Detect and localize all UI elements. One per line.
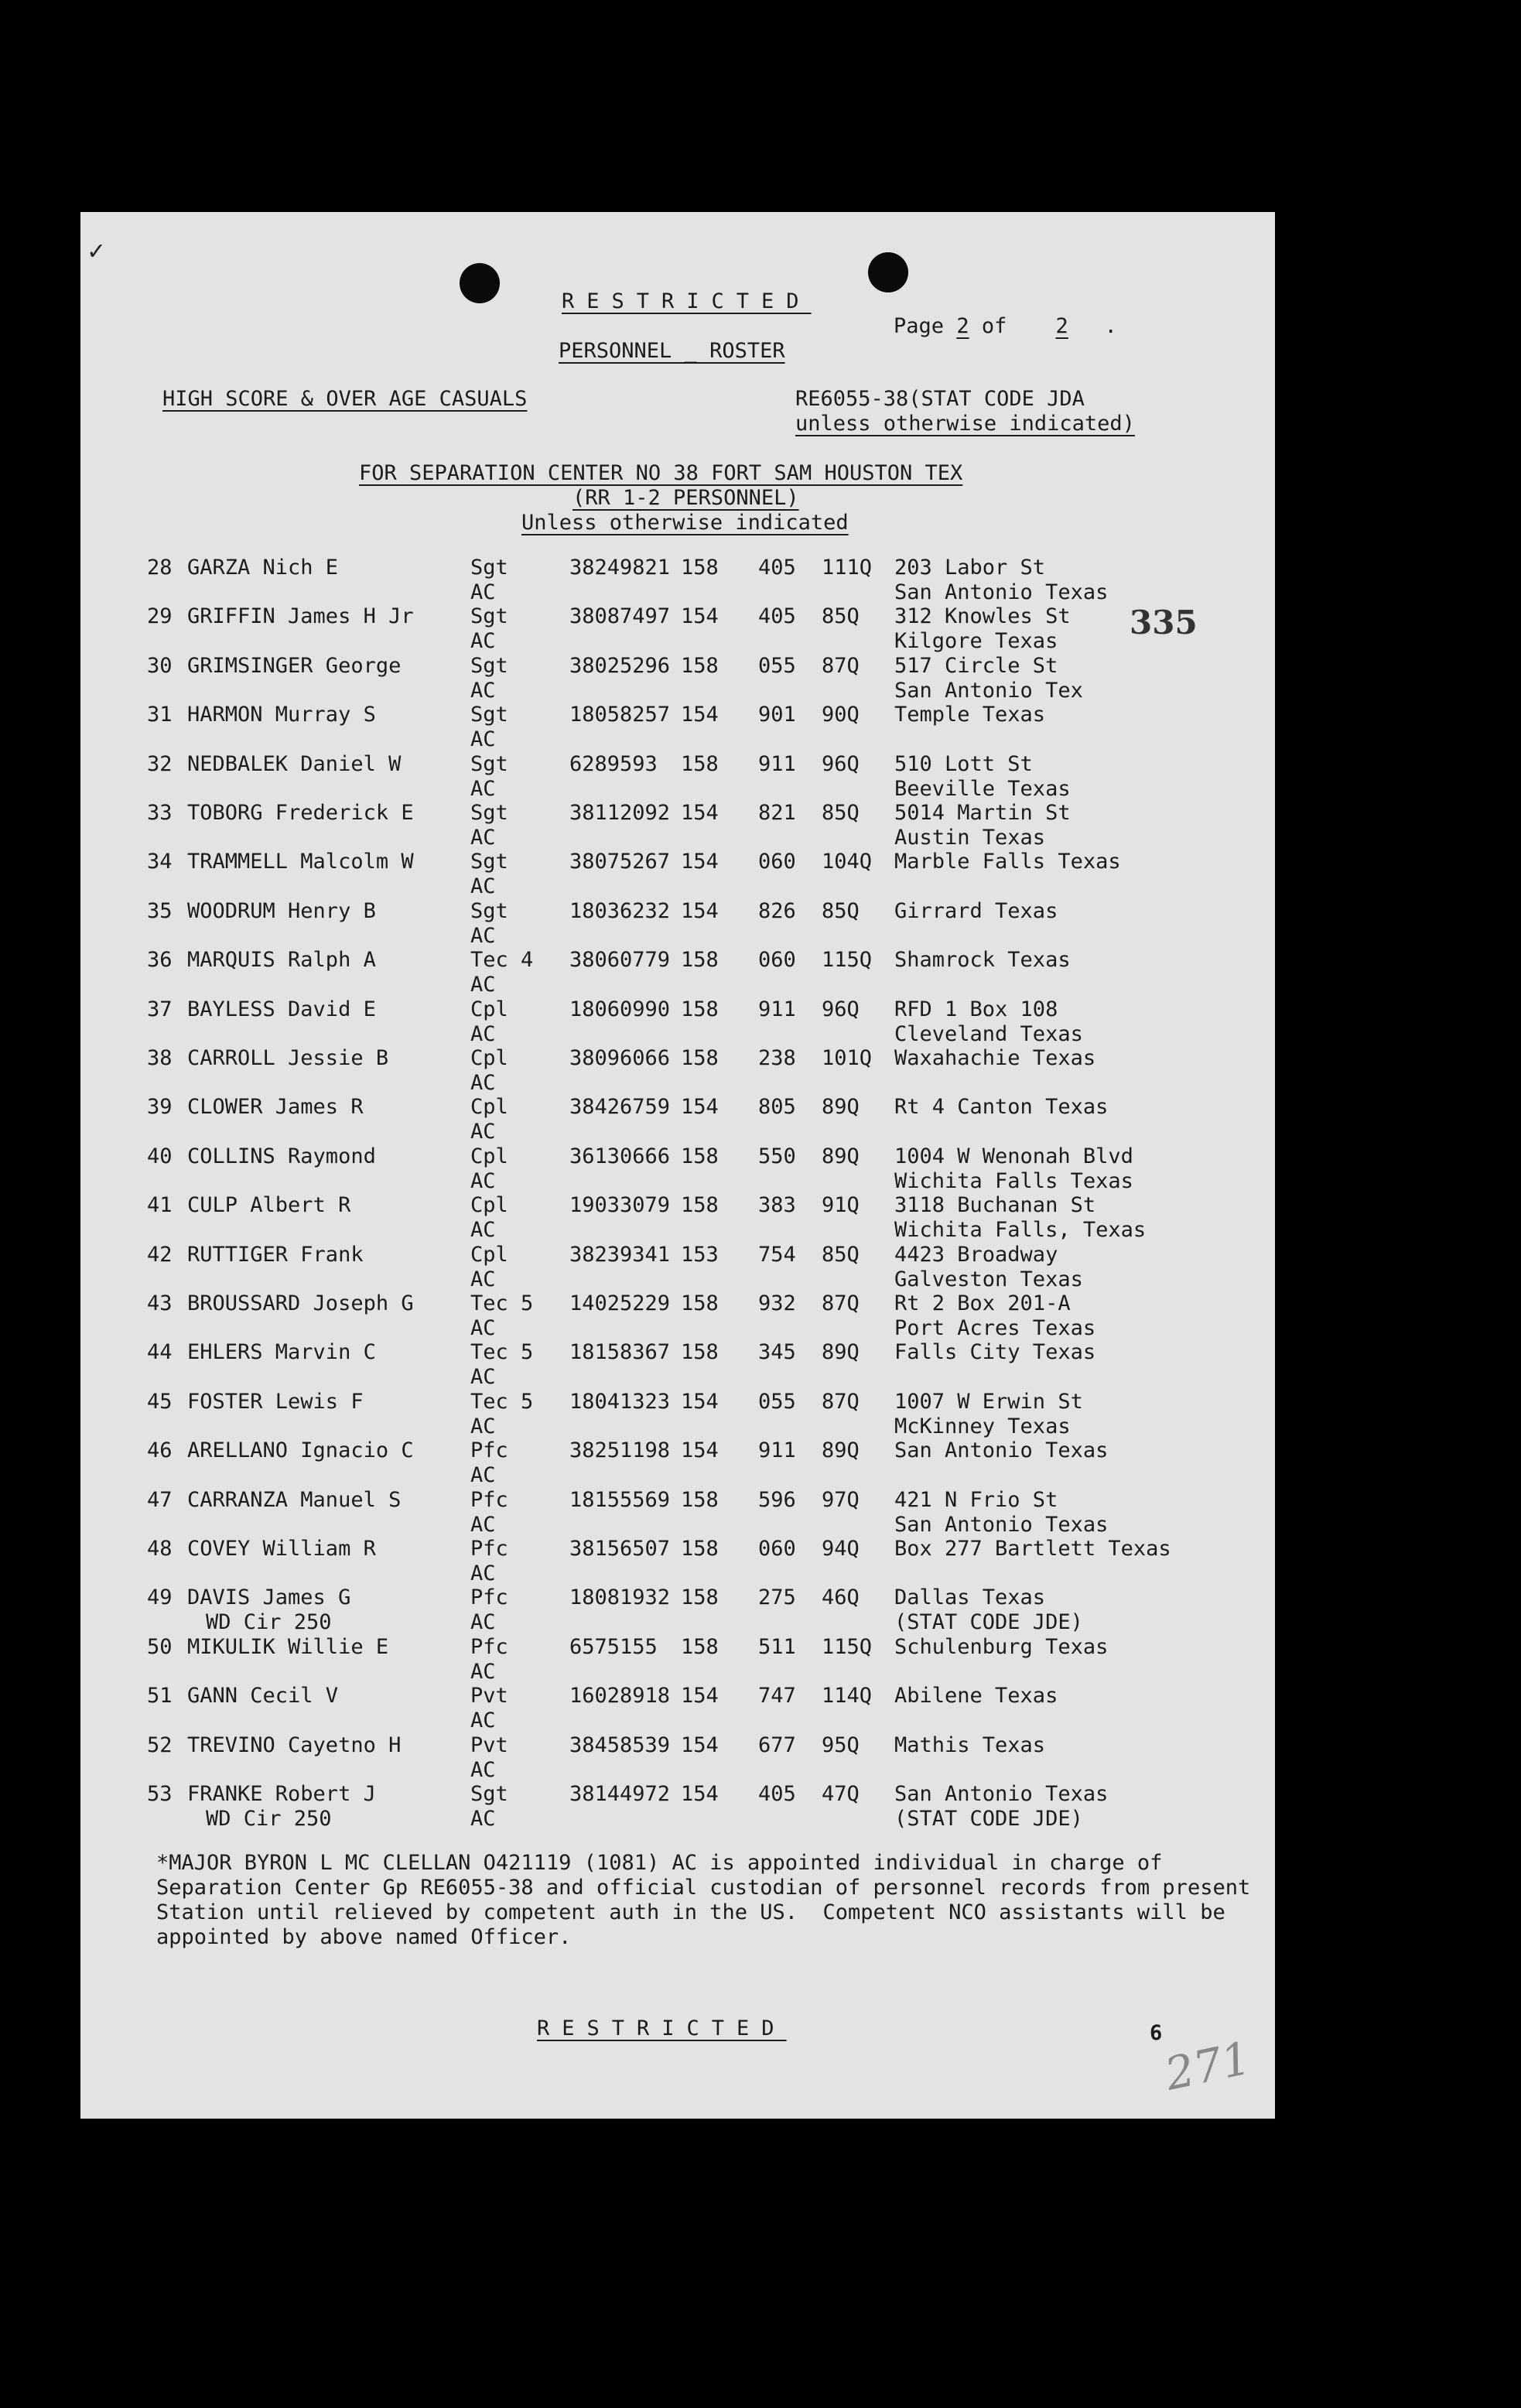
score: 85Q [822, 1242, 860, 1267]
code-1: 154 [681, 1732, 719, 1757]
serial-number: 38239341 [569, 1242, 671, 1267]
code-2: 677 [758, 1732, 796, 1757]
center-line-1: FOR SEPARATION CENTER NO 38 FORT SAM HOUSTON TEX [359, 461, 963, 485]
code-2: 550 [758, 1144, 796, 1168]
address-line-1: Box 277 Bartlett Texas [894, 1537, 1171, 1561]
score: 85Q [822, 604, 860, 629]
serial-number: 18081932 [569, 1585, 671, 1610]
code-1: 158 [681, 751, 719, 776]
score: 85Q [822, 898, 860, 923]
rank: Sgt [470, 898, 508, 923]
rank: Sgt [470, 653, 508, 678]
rank: Sgt [470, 850, 508, 874]
rank: Tec 5 [470, 1291, 534, 1315]
address-line-1: 421 N Frio St [894, 1487, 1058, 1512]
soldier-name: TOBORG Frederick E [187, 801, 414, 825]
score: 115Q [822, 948, 873, 973]
code-1: 154 [681, 604, 719, 629]
row-number: 51 [147, 1684, 173, 1709]
address-line-2: Port Acres Texas [894, 1316, 1096, 1340]
branch: AC [470, 1168, 496, 1193]
row-number: 33 [147, 801, 173, 825]
page-indicator: Page 2 of 2 . [894, 314, 1117, 338]
code-1: 153 [681, 1242, 719, 1267]
score: 89Q [822, 1438, 860, 1463]
page-number: 2 [956, 314, 969, 338]
code-2: 345 [758, 1340, 796, 1365]
code-2: 060 [758, 948, 796, 973]
code-2: 383 [758, 1193, 796, 1218]
address-line-1: San Antonio Texas [894, 1782, 1109, 1806]
rank: Pfc [470, 1438, 508, 1463]
address-line-1: Rt 4 Canton Texas [894, 1095, 1109, 1120]
soldier-name: FOSTER Lewis F [187, 1389, 364, 1414]
score: 104Q [822, 850, 873, 874]
row-number: 46 [147, 1438, 173, 1463]
branch: AC [470, 678, 496, 703]
rank: Cpl [470, 1242, 508, 1267]
serial-number: 38458539 [569, 1732, 671, 1757]
code-2: 932 [758, 1291, 796, 1315]
row-number: 40 [147, 1144, 173, 1168]
table-row [80, 1340, 1275, 1390]
table-row [80, 1095, 1275, 1144]
address-line-1: 4423 Broadway [894, 1242, 1058, 1267]
row-number: 53 [147, 1782, 173, 1806]
page-of: of [981, 314, 1007, 338]
soldier-name: RUTTIGER Frank [187, 1242, 364, 1267]
code-1: 158 [681, 1634, 719, 1659]
rank: Cpl [470, 1193, 508, 1218]
score: 114Q [822, 1684, 873, 1709]
score: 94Q [822, 1537, 860, 1561]
branch: AC [470, 1021, 496, 1046]
address-line-1: 517 Circle St [894, 653, 1058, 678]
branch: AC [470, 1414, 496, 1438]
soldier-name: EHLERS Marvin C [187, 1340, 376, 1365]
soldier-name: MIKULIK Willie E [187, 1634, 389, 1659]
code-1: 158 [681, 556, 719, 580]
footnote: *MAJOR BYRON L MC CLELLAN O421119 (1081) AC is appointed individual in charge of Separation Center Gp RE6055-38 and official custodian of personnel records from present Station until relieved by competent auth in the US. Competent NCO assistants will be appointed by above named Officer. [156, 1851, 1263, 1949]
score: 96Q [822, 751, 860, 776]
code-1: 154 [681, 703, 719, 727]
branch: AC [470, 1512, 496, 1537]
address-line-1: 203 Labor St [894, 556, 1046, 580]
serial-number: 36130666 [569, 1144, 671, 1168]
rank: Pfc [470, 1537, 508, 1561]
code-2: 901 [758, 703, 796, 727]
serial-number: 16028918 [569, 1684, 671, 1709]
row-number: 36 [147, 948, 173, 973]
rank: Cpl [470, 1046, 508, 1070]
rank: Tec 5 [470, 1389, 534, 1414]
serial-number: 6575155 [569, 1634, 658, 1659]
address-line-1: San Antonio Texas [894, 1438, 1109, 1463]
code-1: 158 [681, 948, 719, 973]
soldier-name: TREVINO Cayetno H [187, 1732, 402, 1757]
soldier-name-note: WD Cir 250 [206, 1807, 332, 1831]
document-page [80, 212, 1275, 2119]
roster-title: PERSONNEL _ ROSTER [559, 339, 785, 363]
row-number: 38 [147, 1046, 173, 1070]
code-2: 405 [758, 1782, 796, 1806]
address-line-1: Schulenburg Texas [894, 1634, 1109, 1659]
soldier-name: FRANKE Robert J [187, 1782, 376, 1806]
table-row [80, 1782, 1275, 1832]
soldier-name: GRIMSINGER George [187, 653, 402, 678]
address-line-2: Wichita Falls Texas [894, 1168, 1133, 1193]
center-line-3: Unless otherwise indicated [521, 511, 849, 535]
table-row [80, 850, 1275, 899]
code-2: 754 [758, 1242, 796, 1267]
serial-number: 38060779 [569, 948, 671, 973]
serial-number: 38112092 [569, 801, 671, 825]
score: 97Q [822, 1487, 860, 1512]
serial-number: 18036232 [569, 898, 671, 923]
score: 87Q [822, 1291, 860, 1315]
soldier-name: WOODRUM Henry B [187, 898, 376, 923]
table-row [80, 1684, 1275, 1733]
code-2: 238 [758, 1046, 796, 1070]
branch: AC [470, 1120, 496, 1144]
address-line-2: San Antonio Texas [894, 580, 1109, 604]
score: 91Q [822, 1193, 860, 1218]
branch: AC [470, 1463, 496, 1488]
soldier-name: GANN Cecil V [187, 1684, 339, 1709]
score: 101Q [822, 1046, 873, 1070]
classification-top: RESTRICTED [562, 289, 812, 313]
address-line-1: Rt 2 Box 201-A [894, 1291, 1071, 1315]
branch: AC [470, 629, 496, 654]
rank: Cpl [470, 1095, 508, 1120]
row-number: 45 [147, 1389, 173, 1414]
code-1: 158 [681, 997, 719, 1021]
row-number: 32 [147, 751, 173, 776]
branch: AC [470, 826, 496, 850]
serial-number: 38144972 [569, 1782, 671, 1806]
stamp-number: 335 [1130, 604, 1198, 641]
serial-number: 38249821 [569, 556, 671, 580]
score: 46Q [822, 1585, 860, 1610]
address-line-1: Marble Falls Texas [894, 850, 1121, 874]
address-line-2: Beeville Texas [894, 776, 1071, 801]
serial-number: 38426759 [569, 1095, 671, 1120]
table-row [80, 1193, 1275, 1243]
table-row [80, 1733, 1275, 1783]
row-number: 48 [147, 1537, 173, 1561]
code-1: 158 [681, 1046, 719, 1070]
rank: Tec 4 [470, 948, 534, 973]
table-row [80, 1438, 1275, 1488]
address-line-2: Wichita Falls, Texas [894, 1218, 1147, 1243]
soldier-name: NEDBALEK Daniel W [187, 751, 402, 776]
score: 115Q [822, 1634, 873, 1659]
soldier-name: MARQUIS Ralph A [187, 948, 376, 973]
score: 96Q [822, 997, 860, 1021]
score: 85Q [822, 801, 860, 825]
rank: Sgt [470, 801, 508, 825]
code-2: 911 [758, 1438, 796, 1463]
soldier-name: CARRANZA Manuel S [187, 1487, 402, 1512]
score: 111Q [822, 556, 873, 580]
address-line-2: Austin Texas [894, 826, 1046, 850]
address-line-2: San Antonio Tex [894, 678, 1083, 703]
branch: AC [470, 1807, 496, 1831]
code-1: 154 [681, 1684, 719, 1709]
code-1: 158 [681, 1537, 719, 1561]
branch: AC [470, 1561, 496, 1585]
code-2: 911 [758, 997, 796, 1021]
row-number: 37 [147, 997, 173, 1021]
table-row [80, 654, 1275, 703]
branch: AC [470, 923, 496, 948]
page-label: Page [894, 314, 945, 338]
rank: Sgt [470, 604, 508, 629]
row-number: 35 [147, 898, 173, 923]
code-2: 060 [758, 1537, 796, 1561]
row-number: 30 [147, 653, 173, 678]
address-line-1: Shamrock Texas [894, 948, 1071, 973]
code-1: 158 [681, 1193, 719, 1218]
rank: Sgt [470, 703, 508, 727]
soldier-name-note: WD Cir 250 [206, 1610, 332, 1635]
row-number: 39 [147, 1095, 173, 1120]
rank: Cpl [470, 997, 508, 1021]
table-row [80, 1488, 1275, 1537]
soldier-name: CULP Albert R [187, 1193, 351, 1218]
address-line-1: 312 Knowles St [894, 604, 1071, 629]
row-number: 41 [147, 1193, 173, 1218]
branch: AC [470, 1071, 496, 1095]
row-number: 31 [147, 703, 173, 727]
table-row [80, 1243, 1275, 1292]
rank: Pfc [470, 1487, 508, 1512]
code-1: 154 [681, 801, 719, 825]
punch-hole-left [460, 263, 500, 303]
soldier-name: CARROLL Jessie B [187, 1046, 389, 1070]
table-row [80, 1046, 1275, 1096]
row-number: 28 [147, 556, 173, 580]
branch: AC [470, 1659, 496, 1684]
serial-number: 18158367 [569, 1340, 671, 1365]
code-1: 154 [681, 850, 719, 874]
address-line-2: Cleveland Texas [894, 1021, 1083, 1046]
branch: AC [470, 1267, 496, 1291]
code-1: 154 [681, 1095, 719, 1120]
score: 87Q [822, 653, 860, 678]
soldier-name: HARMON Murray S [187, 703, 376, 727]
code-2: 405 [758, 556, 796, 580]
row-number: 50 [147, 1634, 173, 1659]
branch: AC [470, 1757, 496, 1782]
score: 47Q [822, 1782, 860, 1806]
address-line-1: Dallas Texas [894, 1585, 1046, 1610]
soldier-name: GRIFFIN James H Jr [187, 604, 414, 629]
address-line-1: Temple Texas [894, 703, 1046, 727]
table-row [80, 1635, 1275, 1685]
address-line-1: Waxahachie Texas [894, 1046, 1096, 1070]
branch: AC [470, 776, 496, 801]
stray-mark-icon: ✓ [88, 235, 104, 266]
code-1: 154 [681, 1782, 719, 1806]
address-line-2: (STAT CODE JDE) [894, 1610, 1083, 1635]
address-line-1: 1004 W Wenonah Blvd [894, 1144, 1133, 1168]
table-row [80, 1390, 1275, 1439]
code-2: 596 [758, 1487, 796, 1512]
table-row [80, 801, 1275, 850]
code-1: 158 [681, 1487, 719, 1512]
rank: Pfc [470, 1585, 508, 1610]
row-number: 42 [147, 1242, 173, 1267]
serial-number: 18041323 [569, 1389, 671, 1414]
rank: Pvt [470, 1684, 508, 1709]
serial-number: 6289593 [569, 751, 658, 776]
group-title: HIGH SCORE & OVER AGE CASUALS [162, 387, 528, 411]
address-line-1: 510 Lott St [894, 751, 1033, 776]
branch: AC [470, 1365, 496, 1390]
address-line-2: Galveston Texas [894, 1267, 1083, 1291]
serial-number: 18060990 [569, 997, 671, 1021]
row-number: 34 [147, 850, 173, 874]
code-2: 826 [758, 898, 796, 923]
score: 89Q [822, 1144, 860, 1168]
code-2: 055 [758, 1389, 796, 1414]
soldier-name: ARELLANO Ignacio C [187, 1438, 414, 1463]
address-line-2: Kilgore Texas [894, 629, 1058, 654]
code-2: 821 [758, 801, 796, 825]
code-1: 154 [681, 898, 719, 923]
row-number: 44 [147, 1340, 173, 1365]
address-line-1: 5014 Martin St [894, 801, 1071, 825]
code-line-2: unless otherwise indicated) [795, 412, 1135, 436]
rank: Sgt [470, 556, 508, 580]
code-1: 158 [681, 1144, 719, 1168]
branch: AC [470, 874, 496, 899]
serial-number: 38087497 [569, 604, 671, 629]
table-row [80, 1537, 1275, 1586]
row-number: 29 [147, 604, 173, 629]
address-line-1: RFD 1 Box 108 [894, 997, 1058, 1021]
address-line-2: San Antonio Texas [894, 1512, 1109, 1537]
serial-number: 38251198 [569, 1438, 671, 1463]
address-line-1: Girrard Texas [894, 898, 1058, 923]
code-2: 405 [758, 604, 796, 629]
branch: AC [470, 1316, 496, 1340]
table-row [80, 703, 1275, 752]
soldier-name: GARZA Nich E [187, 556, 339, 580]
page-total: 2 [1055, 314, 1068, 338]
score: 89Q [822, 1340, 860, 1365]
table-row [80, 1585, 1275, 1635]
serial-number: 38075267 [569, 850, 671, 874]
serial-number: 14025229 [569, 1291, 671, 1315]
soldier-name: BROUSSARD Joseph G [187, 1291, 414, 1315]
soldier-name: DAVIS James G [187, 1585, 351, 1610]
rank: Tec 5 [470, 1340, 534, 1365]
row-number: 43 [147, 1291, 173, 1315]
code-2: 805 [758, 1095, 796, 1120]
serial-number: 18058257 [569, 703, 671, 727]
score: 90Q [822, 703, 860, 727]
code-1: 154 [681, 1389, 719, 1414]
corner-mark: 6 [1150, 2021, 1163, 2045]
code-2: 060 [758, 850, 796, 874]
score: 95Q [822, 1732, 860, 1757]
address-line-1: 3118 Buchanan St [894, 1193, 1096, 1218]
rank: Sgt [470, 1782, 508, 1806]
code-2: 911 [758, 751, 796, 776]
code-1: 158 [681, 653, 719, 678]
serial-number: 18155569 [569, 1487, 671, 1512]
table-row [80, 899, 1275, 949]
classification-bottom: RESTRICTED [537, 2016, 787, 2040]
branch: AC [470, 973, 496, 997]
soldier-name: COLLINS Raymond [187, 1144, 376, 1168]
punch-hole-right [868, 252, 908, 292]
branch: AC [470, 580, 496, 604]
row-number: 47 [147, 1487, 173, 1512]
table-row [80, 604, 1275, 654]
soldier-name: CLOWER James R [187, 1095, 364, 1120]
code-line-1: RE6055-38(STAT CODE JDA [795, 387, 1085, 411]
address-line-2: McKinney Texas [894, 1414, 1071, 1438]
address-line-1: Abilene Texas [894, 1684, 1058, 1709]
table-row [80, 997, 1275, 1047]
code-2: 511 [758, 1634, 796, 1659]
code-2: 055 [758, 653, 796, 678]
soldier-name: BAYLESS David E [187, 997, 376, 1021]
branch: AC [470, 1218, 496, 1243]
score: 87Q [822, 1389, 860, 1414]
code-2: 747 [758, 1684, 796, 1709]
row-number: 52 [147, 1732, 173, 1757]
address-line-1: Mathis Texas [894, 1732, 1046, 1757]
address-line-1: Falls City Texas [894, 1340, 1096, 1365]
rank: Sgt [470, 751, 508, 776]
rank: Pfc [470, 1634, 508, 1659]
code-2: 275 [758, 1585, 796, 1610]
code-1: 158 [681, 1291, 719, 1315]
table-row [80, 556, 1275, 605]
soldier-name: COVEY William R [187, 1537, 376, 1561]
branch: AC [470, 1709, 496, 1733]
table-row [80, 1291, 1275, 1341]
code-1: 154 [681, 1438, 719, 1463]
rank: Cpl [470, 1144, 508, 1168]
row-number: 49 [147, 1585, 173, 1610]
address-line-1: 1007 W Erwin St [894, 1389, 1083, 1414]
rank: Pvt [470, 1732, 508, 1757]
table-row [80, 1144, 1275, 1194]
branch: AC [470, 727, 496, 752]
branch: AC [470, 1610, 496, 1635]
address-line-2: (STAT CODE JDE) [894, 1807, 1083, 1831]
serial-number: 19033079 [569, 1193, 671, 1218]
code-1: 158 [681, 1585, 719, 1610]
serial-number: 38096066 [569, 1046, 671, 1070]
serial-number: 38156507 [569, 1537, 671, 1561]
score: 89Q [822, 1095, 860, 1120]
table-row [80, 948, 1275, 997]
serial-number: 38025296 [569, 653, 671, 678]
handwritten-number: 271 [1160, 2031, 1256, 2101]
code-1: 158 [681, 1340, 719, 1365]
soldier-name: TRAMMELL Malcolm W [187, 850, 414, 874]
center-line-2: (RR 1-2 PERSONNEL) [573, 486, 799, 510]
table-row [80, 752, 1275, 802]
